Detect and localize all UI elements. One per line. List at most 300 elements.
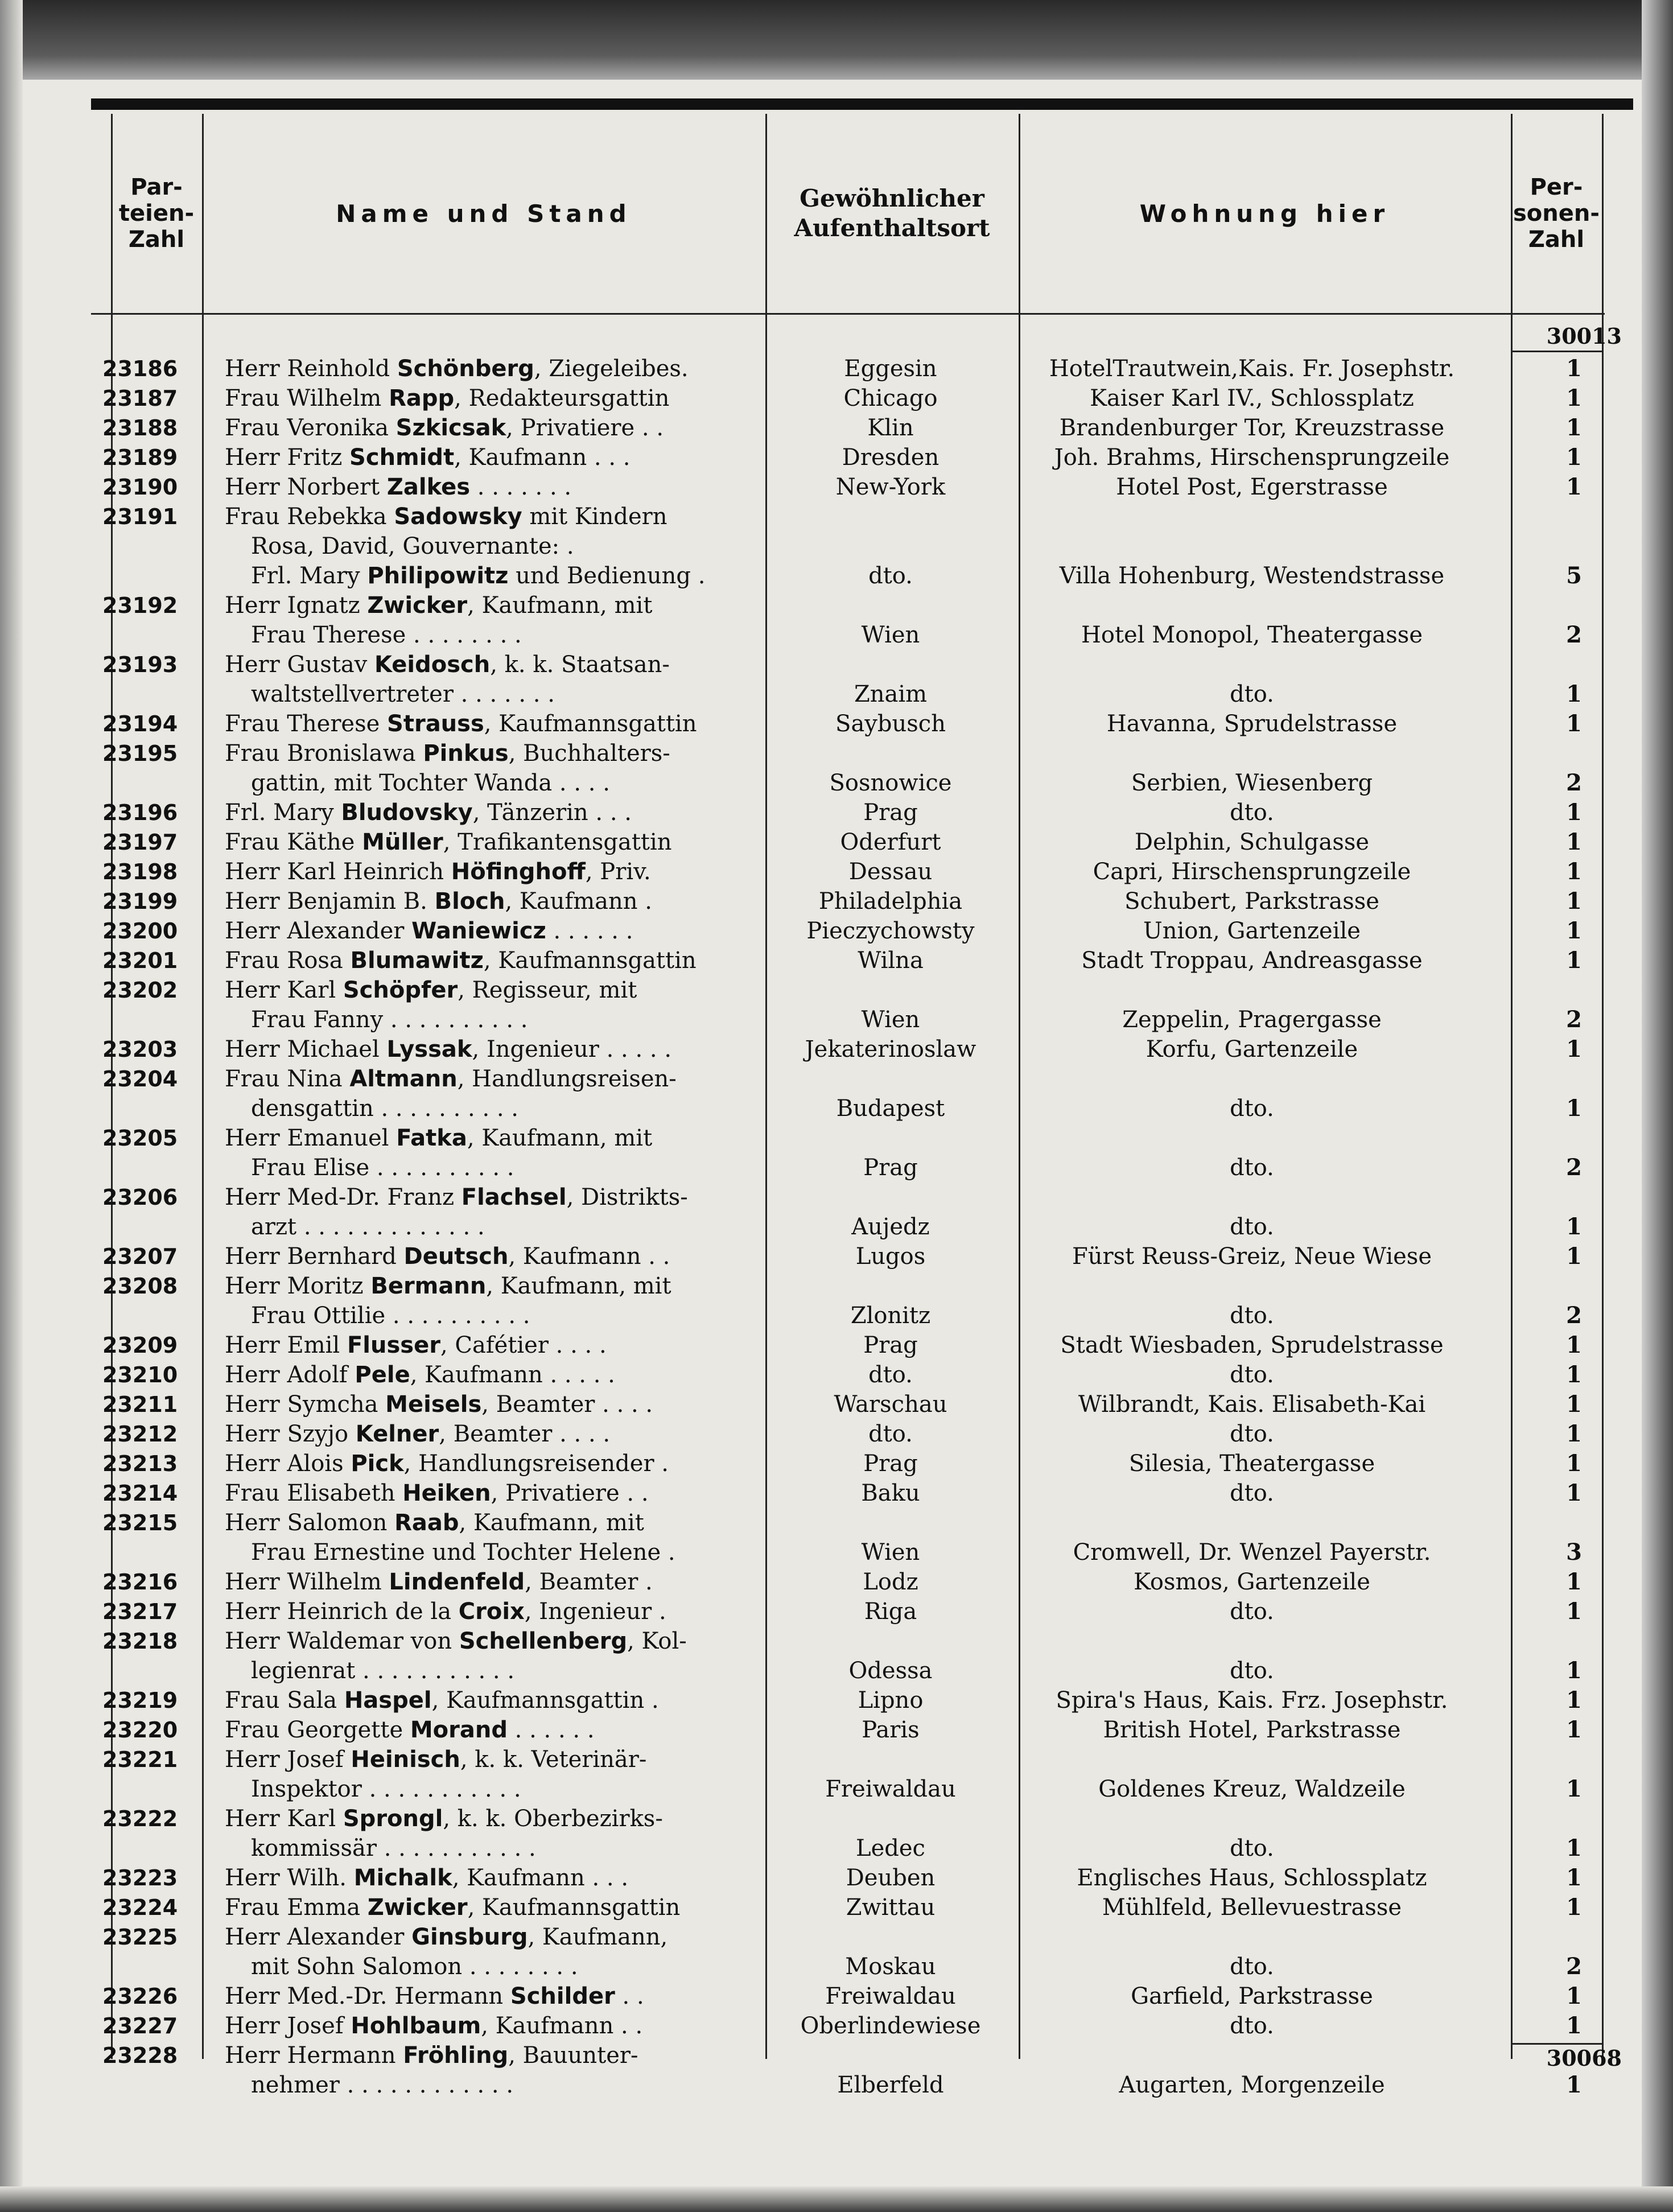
- name-line: [225, 1952, 851, 1982]
- name-text: densgattin . . . . . . . . . .: [251, 1095, 519, 1122]
- scan-shadow-top: [0, 0, 1673, 80]
- name-and-status: [225, 946, 851, 975]
- top-rule: [91, 98, 1633, 110]
- surname: Lindenfeld: [389, 1569, 525, 1595]
- name-text: Herr Med.-Dr. Hermann: [225, 1983, 510, 2009]
- name-text: Frau Ottilie . . . . . . . . . .: [251, 1303, 530, 1329]
- surname: Morand: [410, 1717, 508, 1743]
- surname: Schönberg: [397, 356, 534, 382]
- name-line: [225, 975, 851, 1005]
- local-address: Stadt Wiesbaden, Sprudelstrasse: [1060, 1332, 1444, 1358]
- name-text: Herr Michael: [225, 1036, 387, 1062]
- party-number: 23211: [102, 1392, 178, 1417]
- party-number: 23216: [102, 1570, 178, 1595]
- name-text: , Kaufmann .: [505, 888, 652, 915]
- surname: Sadowsky: [394, 504, 522, 530]
- table-row: [91, 857, 1605, 887]
- table-row: [91, 798, 1605, 827]
- name-and-status: [225, 975, 851, 1035]
- surname: Pick: [351, 1451, 404, 1477]
- table-row: [91, 1123, 1605, 1183]
- name-and-status: [225, 1626, 851, 1686]
- name-line: [225, 1271, 851, 1301]
- usual-residence: Lugos: [855, 1243, 926, 1270]
- person-count: 1: [1566, 2071, 1582, 2098]
- table-row: [91, 1360, 1605, 1390]
- usual-residence: Elberfeld: [837, 2072, 944, 2098]
- table-row: [91, 1982, 1605, 2011]
- table-row: [91, 887, 1605, 916]
- surname: Höfinghoff: [451, 859, 586, 885]
- local-address: Capri, Hirschensprungzeile: [1093, 859, 1411, 885]
- table-row: [91, 443, 1605, 472]
- surname: Flachsel: [461, 1184, 567, 1210]
- usual-residence: Oderfurt: [840, 829, 941, 855]
- person-count: 1: [1566, 888, 1582, 915]
- usual-residence: Prag: [863, 1451, 918, 1477]
- person-count: 2: [1566, 1006, 1582, 1033]
- party-number: 23206: [102, 1185, 178, 1210]
- table-row: [91, 1597, 1605, 1626]
- name-text: , Buchhalters-: [508, 740, 670, 767]
- name-line: [225, 2011, 851, 2041]
- usual-residence: Dresden: [842, 444, 939, 471]
- name-line: [225, 1715, 851, 1745]
- name-and-status: [225, 1123, 851, 1183]
- name-text: Frau Emma: [225, 1894, 368, 1921]
- person-count: 1: [1566, 917, 1582, 944]
- usual-residence: Pieczychowsty: [806, 918, 975, 944]
- name-line: [225, 1508, 851, 1538]
- name-line: [225, 1626, 851, 1656]
- surname: Zwicker: [367, 592, 468, 619]
- name-and-status: [225, 354, 851, 384]
- name-line: [225, 1538, 851, 1567]
- name-line: [225, 857, 851, 887]
- table-row: [91, 975, 1605, 1035]
- name-text: Herr Gustav: [225, 652, 374, 678]
- name-line: [225, 532, 851, 561]
- usual-residence: dto.: [868, 563, 913, 589]
- party-number: 23195: [102, 741, 178, 766]
- party-number: 23209: [102, 1333, 178, 1358]
- name-and-status: [225, 1242, 851, 1271]
- person-count: 1: [1566, 1450, 1582, 1477]
- person-count: 1: [1566, 1332, 1582, 1358]
- local-address: Fürst Reuss-Greiz, Neue Wiese: [1072, 1243, 1432, 1270]
- table-row: [91, 502, 1605, 591]
- table-row: [91, 1390, 1605, 1419]
- name-and-status: [225, 1508, 851, 1567]
- party-number: 23193: [102, 652, 178, 677]
- usual-residence: Saybusch: [835, 711, 946, 737]
- name-text: Frau Rosa: [225, 948, 351, 974]
- party-number: 23210: [102, 1362, 178, 1387]
- name-line: [225, 1301, 851, 1331]
- local-address: dto.: [1230, 1835, 1274, 1861]
- surname: Ginsburg: [411, 1924, 528, 1950]
- person-count: 1: [1566, 1420, 1582, 1447]
- local-address: Zeppelin, Pragergasse: [1122, 1007, 1382, 1033]
- name-and-status: [225, 1183, 851, 1242]
- name-text: Frau Therese . . . . . . . .: [251, 622, 522, 648]
- name-text: Frau Fanny . . . . . . . . . .: [251, 1007, 528, 1033]
- name-text: mit Sohn Salomon . . . . . . . .: [251, 1954, 578, 1980]
- party-number: 23207: [102, 1244, 178, 1269]
- name-line: [225, 2070, 851, 2100]
- table-row: [91, 384, 1605, 413]
- name-line: [225, 1449, 851, 1478]
- person-count: 1: [1566, 1243, 1582, 1270]
- name-line: [225, 620, 851, 650]
- usual-residence: Lipno: [858, 1687, 924, 1713]
- person-count: 1: [1566, 1361, 1582, 1388]
- surname: Müller: [362, 829, 443, 855]
- person-count: 5: [1566, 562, 1582, 589]
- name-text: , Trafikantensgattin: [443, 829, 672, 855]
- header-personen-zahl: Per- sonen- Zahl: [1513, 174, 1600, 253]
- usual-residence: Prag: [863, 1332, 918, 1358]
- table-row: [91, 2011, 1605, 2041]
- table-row: [91, 1626, 1605, 1686]
- name-text: Herr Norbert: [225, 474, 387, 500]
- person-count: 1: [1566, 1213, 1582, 1240]
- name-and-status: [225, 1863, 851, 1893]
- local-address: dto.: [1230, 1214, 1274, 1240]
- surname: Strauss: [387, 711, 484, 737]
- table-row: [91, 1922, 1605, 1982]
- table-row: [91, 1271, 1605, 1331]
- name-text: Herr Emil: [225, 1332, 347, 1358]
- local-address: Hotel Monopol, Theatergasse: [1081, 622, 1423, 648]
- party-number: 23214: [102, 1481, 178, 1506]
- name-line: [225, 472, 851, 502]
- name-and-status: [225, 1982, 851, 2011]
- surname: Szkicsak: [395, 415, 506, 441]
- usual-residence: Freiwaldau: [825, 1983, 956, 2009]
- local-address: Wilbrandt, Kais. Elisabeth-Kai: [1078, 1391, 1426, 1418]
- party-number: 23188: [102, 415, 178, 440]
- name-and-status: [225, 413, 851, 443]
- party-number: 23222: [102, 1806, 178, 1831]
- usual-residence: New-York: [835, 474, 946, 500]
- surname: Fröhling: [403, 2042, 509, 2069]
- name-line: [225, 1153, 851, 1183]
- surname: Zalkes: [386, 474, 471, 500]
- party-number: 23201: [102, 948, 178, 973]
- name-text: , Kaufmann . .: [508, 1243, 670, 1270]
- party-number: 23194: [102, 711, 178, 736]
- person-count: 1: [1566, 473, 1582, 500]
- local-address: HotelTrautwein,Kais. Fr. Josephstr.: [1049, 356, 1455, 382]
- name-line: [225, 1567, 851, 1597]
- surname: Altmann: [349, 1066, 458, 1092]
- name-line: [225, 798, 851, 827]
- local-address: Augarten, Morgenzeile: [1119, 2072, 1385, 2098]
- usual-residence: Wilna: [858, 948, 924, 974]
- header-wohnung: Wohnung hier: [1139, 199, 1390, 228]
- surname: Pinkus: [423, 740, 509, 767]
- usual-residence: Lodz: [863, 1569, 918, 1595]
- surname: Raab: [394, 1510, 459, 1536]
- name-text: Frau Therese: [225, 711, 388, 737]
- party-number: 23196: [102, 800, 178, 825]
- usual-residence: Dessau: [848, 859, 933, 885]
- local-address: Kaiser Karl IV., Schlossplatz: [1090, 385, 1414, 411]
- name-text: Herr Reinhold: [225, 356, 397, 382]
- party-number: 23228: [102, 2043, 178, 2068]
- name-text: Herr Waldemar von: [225, 1628, 459, 1654]
- surname: Keidosch: [374, 652, 491, 678]
- person-count: 1: [1566, 1657, 1582, 1684]
- usual-residence: Ledec: [856, 1835, 925, 1861]
- surname: Bermann: [370, 1273, 487, 1299]
- name-line: [225, 1804, 851, 1834]
- usual-residence: Aujedz: [851, 1214, 930, 1240]
- name-text: , Kol-: [627, 1628, 687, 1654]
- name-line: [225, 1390, 851, 1419]
- table-row: [91, 1804, 1605, 1863]
- person-count: 2: [1566, 1302, 1582, 1329]
- name-text: Frau Wilhelm: [225, 385, 389, 411]
- party-number: 23202: [102, 978, 178, 1003]
- name-line: [225, 1863, 851, 1893]
- name-text: Frau Elise . . . . . . . . . .: [251, 1155, 514, 1181]
- name-text: Herr Med-Dr. Franz: [225, 1184, 461, 1210]
- name-text: Herr Fritz: [225, 444, 350, 471]
- name-text: Inspektor . . . . . . . . . . .: [251, 1776, 521, 1802]
- person-count: 1: [1566, 1716, 1582, 1743]
- name-line: [225, 1478, 851, 1508]
- name-text: Frau Bronislawa: [225, 740, 423, 767]
- name-text: Frau Elisabeth: [225, 1480, 403, 1506]
- surname: Sprongl: [343, 1806, 443, 1832]
- name-and-status: [225, 1922, 851, 1982]
- name-and-status: [225, 1271, 851, 1331]
- party-number: 23198: [102, 859, 178, 884]
- usual-residence: Znaim: [854, 681, 928, 707]
- party-number: 23221: [102, 1747, 178, 1772]
- name-text: , Kaufmann, mit: [459, 1510, 644, 1536]
- table-row: [91, 1567, 1605, 1597]
- name-text: Herr Salomon: [225, 1510, 395, 1536]
- name-and-status: [225, 1331, 851, 1360]
- person-count: 1: [1566, 1835, 1582, 1861]
- name-and-status: [225, 2011, 851, 2041]
- local-address: dto.: [1230, 1303, 1274, 1329]
- party-number: 23203: [102, 1037, 178, 1062]
- person-count: 1: [1566, 444, 1582, 471]
- name-text: Herr Karl: [225, 1806, 343, 1832]
- person-count: 1: [1566, 1598, 1582, 1625]
- person-count: 2: [1566, 621, 1582, 648]
- carry-out-total: 30068: [1546, 2045, 1622, 2071]
- local-address: Havanna, Sprudelstrasse: [1106, 711, 1398, 737]
- local-address: dto.: [1230, 1599, 1274, 1625]
- person-count: 1: [1566, 799, 1582, 826]
- surname: Hohlbaum: [351, 2013, 481, 2039]
- surname: Blumawitz: [350, 948, 484, 974]
- name-line: [225, 502, 851, 532]
- surname: Schöpfer: [343, 977, 458, 1003]
- name-and-status: [225, 857, 851, 887]
- name-and-status: [225, 502, 851, 591]
- name-line: [225, 739, 851, 768]
- name-and-status: [225, 650, 851, 709]
- person-count: 1: [1566, 1568, 1582, 1595]
- party-number: 23227: [102, 2013, 178, 2038]
- name-text: , Handlungsreisender .: [403, 1451, 669, 1477]
- name-and-status: [225, 1478, 851, 1508]
- usual-residence: Warschau: [834, 1391, 947, 1418]
- name-line: [225, 1834, 851, 1863]
- name-text: , Handlungsreisen-: [457, 1066, 677, 1092]
- name-line: [225, 1212, 851, 1242]
- usual-residence: Paris: [862, 1717, 920, 1743]
- person-count: 2: [1566, 1953, 1582, 1980]
- name-text: , Kaufmann, mit: [467, 1125, 653, 1151]
- local-address: Schubert, Parkstrasse: [1124, 888, 1379, 915]
- name-text: Herr Emanuel: [225, 1125, 397, 1151]
- name-text: , Priv.: [585, 859, 651, 885]
- table-row: [91, 472, 1605, 502]
- person-count: 1: [1566, 385, 1582, 411]
- name-line: [225, 709, 851, 739]
- local-address: dto.: [1230, 681, 1274, 707]
- carry-out-rule: [1511, 2043, 1602, 2045]
- name-line: [225, 1123, 851, 1153]
- scan-shadow-bottom: [0, 2186, 1673, 2212]
- usual-residence: Prag: [863, 1155, 918, 1181]
- surname: Haspel: [344, 1687, 432, 1713]
- surname: Flusser: [347, 1332, 440, 1358]
- name-line: [225, 1035, 851, 1064]
- surname: Zwicker: [367, 1894, 468, 1921]
- local-address: Mühlfeld, Bellevuestrasse: [1102, 1894, 1402, 1921]
- name-text: Herr Heinrich de la: [225, 1599, 459, 1625]
- party-number: 23200: [102, 918, 178, 944]
- party-number: 23226: [102, 1984, 178, 2009]
- usual-residence: Moskau: [845, 1954, 936, 1980]
- name-text: , Ingenieur .: [524, 1599, 666, 1625]
- name-and-status: [225, 1686, 851, 1715]
- name-text: , Beamter . . . .: [481, 1391, 653, 1418]
- name-line: [225, 887, 851, 916]
- party-number: 23213: [102, 1451, 178, 1476]
- surname: Fatka: [396, 1125, 467, 1151]
- name-text: legienrat . . . . . . . . . . .: [251, 1658, 515, 1684]
- local-address: Joh. Brahms, Hirschensprungzeile: [1054, 444, 1450, 471]
- name-text: , Bauunter-: [508, 2042, 638, 2069]
- name-line: [225, 1922, 851, 1952]
- table-row: [91, 1508, 1605, 1567]
- name-text: , Tänzerin . . .: [472, 800, 632, 826]
- party-number: 23212: [102, 1422, 178, 1447]
- local-address: dto.: [1230, 1480, 1274, 1506]
- usual-residence: Jekaterinoslaw: [805, 1036, 976, 1062]
- header-name-stand: Name und Stand: [336, 199, 632, 228]
- name-text: Frl. Mary: [251, 563, 368, 589]
- name-line: [225, 946, 851, 975]
- name-line: [225, 679, 851, 709]
- table-row: [91, 1183, 1605, 1242]
- usual-residence: Prag: [863, 800, 918, 826]
- person-count: 1: [1566, 1480, 1582, 1506]
- person-count: 1: [1566, 947, 1582, 974]
- person-count: 1: [1566, 1095, 1582, 1122]
- carry-in-rule: [1511, 351, 1602, 352]
- name-text: , Kaufmann,: [528, 1924, 668, 1950]
- usual-residence: Deuben: [846, 1865, 936, 1891]
- party-number: 23197: [102, 830, 178, 855]
- person-count: 1: [1566, 1983, 1582, 2009]
- name-line: [225, 1005, 851, 1035]
- name-text: , Kaufmann . . .: [452, 1865, 629, 1891]
- table-row: [91, 1035, 1605, 1064]
- name-line: [225, 768, 851, 798]
- local-address: Union, Gartenzeile: [1143, 918, 1361, 944]
- table-row: [91, 413, 1605, 443]
- usual-residence: Baku: [861, 1480, 920, 1506]
- person-count: 1: [1566, 1687, 1582, 1713]
- surname: Michalk: [353, 1865, 452, 1891]
- register-page: [91, 97, 1633, 2098]
- usual-residence: Sosnowice: [829, 770, 952, 796]
- table-row: [91, 1064, 1605, 1123]
- name-text: , Beamter . . . .: [439, 1421, 611, 1447]
- name-line: [225, 1774, 851, 1804]
- table-row: [91, 916, 1605, 946]
- name-text: Herr Ignatz: [225, 592, 368, 619]
- name-line: [225, 1686, 851, 1715]
- name-and-status: [225, 1360, 851, 1390]
- name-text: Herr Karl Heinrich: [225, 859, 451, 885]
- local-address: dto.: [1230, 1155, 1274, 1181]
- table-row: [91, 1478, 1605, 1508]
- surname: Pele: [355, 1362, 410, 1388]
- name-line: [225, 1064, 851, 1094]
- table-row: [91, 827, 1605, 857]
- name-text: . . . . . .: [546, 918, 633, 944]
- surname: Croix: [458, 1599, 525, 1625]
- table-row: [91, 1893, 1605, 1922]
- usual-residence: Oberlindewiese: [800, 2013, 981, 2039]
- local-address: Korfu, Gartenzeile: [1145, 1036, 1358, 1062]
- surname: Lyssak: [386, 1036, 472, 1062]
- name-and-status: [225, 798, 851, 827]
- header-rule: [91, 313, 1605, 315]
- name-line: [225, 1893, 851, 1922]
- surname: Meisels: [385, 1391, 482, 1418]
- name-text: , Kaufmannsgattin: [484, 711, 697, 737]
- usual-residence: Philadelphia: [818, 888, 963, 915]
- person-count: 3: [1566, 1539, 1582, 1566]
- party-number: 23224: [102, 1895, 178, 1920]
- local-address: dto.: [1230, 1421, 1274, 1447]
- usual-residence: Chicago: [843, 385, 938, 411]
- name-line: [225, 413, 851, 443]
- local-address: dto.: [1230, 1095, 1274, 1122]
- name-text: , k. k. Oberbezirks-: [443, 1806, 663, 1832]
- carry-in-total: 30013: [1546, 323, 1622, 349]
- local-address: Silesia, Theatergasse: [1128, 1451, 1375, 1477]
- party-number: 23225: [102, 1925, 178, 1950]
- person-count: 1: [1566, 1776, 1582, 1802]
- name-and-status: [225, 1804, 851, 1863]
- table-row: [91, 1242, 1605, 1271]
- surname: Deutsch: [403, 1243, 509, 1270]
- name-and-status: [225, 1419, 851, 1449]
